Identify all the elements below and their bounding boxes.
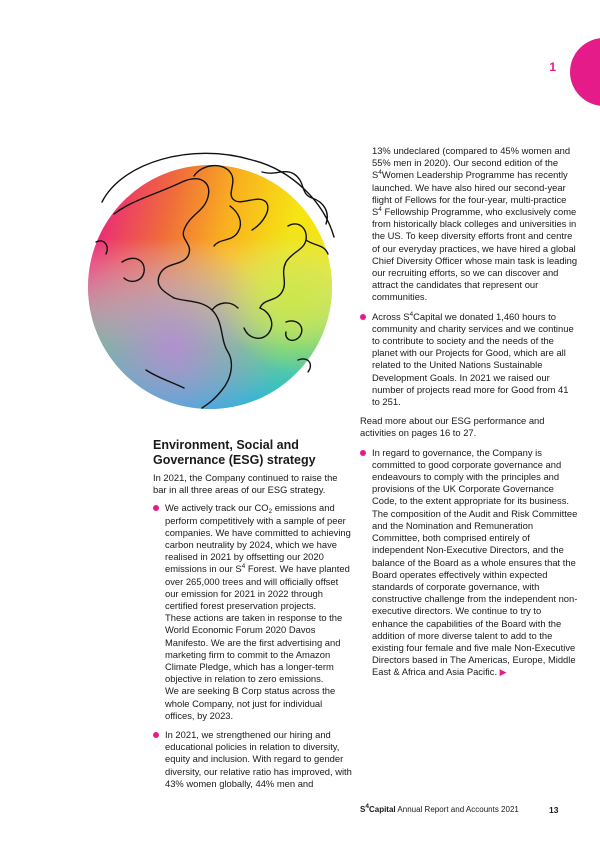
- governance-paragraph-2: The composition of the Audit and Risk Committee and the Nomination and Remuneration Committee, both comprised entirely of independent Non-Executive Directors, and the balance of the Board as a whole ensures that the Board operates effectively within expected standards of corporate governance, with constructive challenge from the independent non-executive directors. We continue to try to enhance the capabilities of the Board with the addition of more diverse talent to add to the existing four female and five male Non-Executive Directors based in The Americas, Europe, Middle East & Africa and Asia Pacific.: [372, 507, 578, 678]
- bullet-diversity: [153, 729, 353, 790]
- s4-superscript: 4: [409, 310, 414, 318]
- governance-paragraph-1: In regard to governance, the Company is committed to good corporate governance and endeavours to comply with the principles and provisions of the UK Corporate Governance Code, to the extent appropriate for its business.: [372, 446, 569, 507]
- brand-sup: 4: [365, 803, 369, 810]
- chapter-number: 1: [549, 60, 556, 74]
- heading-line-1: Environment, Social and: [153, 438, 299, 452]
- bullet-community: [360, 311, 578, 409]
- brand-rest: Capital: [368, 805, 396, 814]
- cont-text-2: Women Leadership Programme has recently launched. We have also hired our second-year flight of Fellows for the four-year, multi-practice S: [372, 169, 568, 218]
- page-footer: [360, 805, 560, 814]
- chapter-tab: [570, 38, 600, 106]
- co2-subscript: 2: [268, 508, 273, 516]
- s4-superscript: 4: [378, 206, 382, 214]
- footer-report-title: Annual Report and Accounts 2021: [395, 805, 519, 814]
- left-column: [153, 438, 353, 797]
- right-column: [360, 145, 578, 686]
- env-paragraph-3: We are seeking B Corp status across the whole Company, not just for individual offices, by 2023.: [165, 685, 336, 721]
- env-paragraph-2: These actions are taken in response to the World Economic Forum 2020 Davos Manifesto. We are the first advertising and marketing firm to commit to the Amazon Climate Pledge, which has a longer-term objective in relation to zero emissions.: [165, 612, 343, 685]
- section-heading: [153, 438, 353, 468]
- heading-line-2: Governance (ESG) strategy: [153, 453, 316, 467]
- community-text-2: Capital we donated 1,460 hours to community and charity services and we continue to contribute to society and the needs of the planet with our Projects for Good, which are all related to the United Nations Sustainable Development Goals. In 2021 we raised our number of projects read more for Good from 41 to 251.: [372, 310, 574, 408]
- bullet-dot-icon: [153, 505, 159, 511]
- bullet-environment: [153, 502, 353, 722]
- brand-s: S: [360, 805, 366, 814]
- diversity-text: In 2021, we strengthened our hiring and educational policies in relation to diversity, equity and inclusion. With regard to gender diversity, our relative ratio has improved, with 43% women globally, 44% men and: [165, 729, 352, 789]
- globe-illustration: [62, 142, 352, 422]
- globe-icon: [62, 142, 352, 422]
- cont-text-3: Fellowship Programme, who exclusively come from historically black colleges and universities in the US. To keep diversity efforts front and centre of our everyday practices, we have hired a global Chief Diversity Officer whose main task is leading our recruiting efforts, so we can discover and attract the candidates that represent our communities.: [372, 206, 578, 303]
- cont-text-1: 13% undeclared (compared to 45% women and 55% men in 2020). Our second edition of the S: [372, 145, 571, 181]
- community-text-1: Across S: [372, 310, 410, 322]
- intro-paragraph: In 2021, the Company continued to raise the bar in all three areas of our ESG strategy.: [153, 472, 338, 496]
- env-text-1: We actively track our CO: [165, 502, 269, 514]
- footer-brand: [360, 805, 396, 814]
- continue-arrow-icon: ▶: [499, 667, 507, 678]
- diversity-continued: [360, 145, 578, 304]
- env-text-2: emissions and perform competitively with a sample of peer companies. We have committed to achieving carbon neutrality by 2024, which we have realised in 2021 by offsetting our 2020 emissions in our S: [165, 502, 351, 575]
- bullet-dot-icon: [153, 732, 159, 738]
- env-text-3: Forest. We have planted over 265,000 trees and will officially offset our emission for 2021 in 2022 through certified forest preservation projects.: [165, 563, 350, 612]
- s4-superscript: 4: [241, 563, 246, 571]
- bullet-governance: [360, 447, 578, 679]
- s4-superscript: 4: [378, 169, 382, 177]
- bullet-dot-icon: [360, 450, 366, 456]
- bullet-dot-icon: [360, 314, 366, 320]
- page-number: 13: [549, 805, 559, 815]
- read-more-link[interactable]: Read more about our ESG performance and activities on pages 16 to 27.: [360, 415, 545, 439]
